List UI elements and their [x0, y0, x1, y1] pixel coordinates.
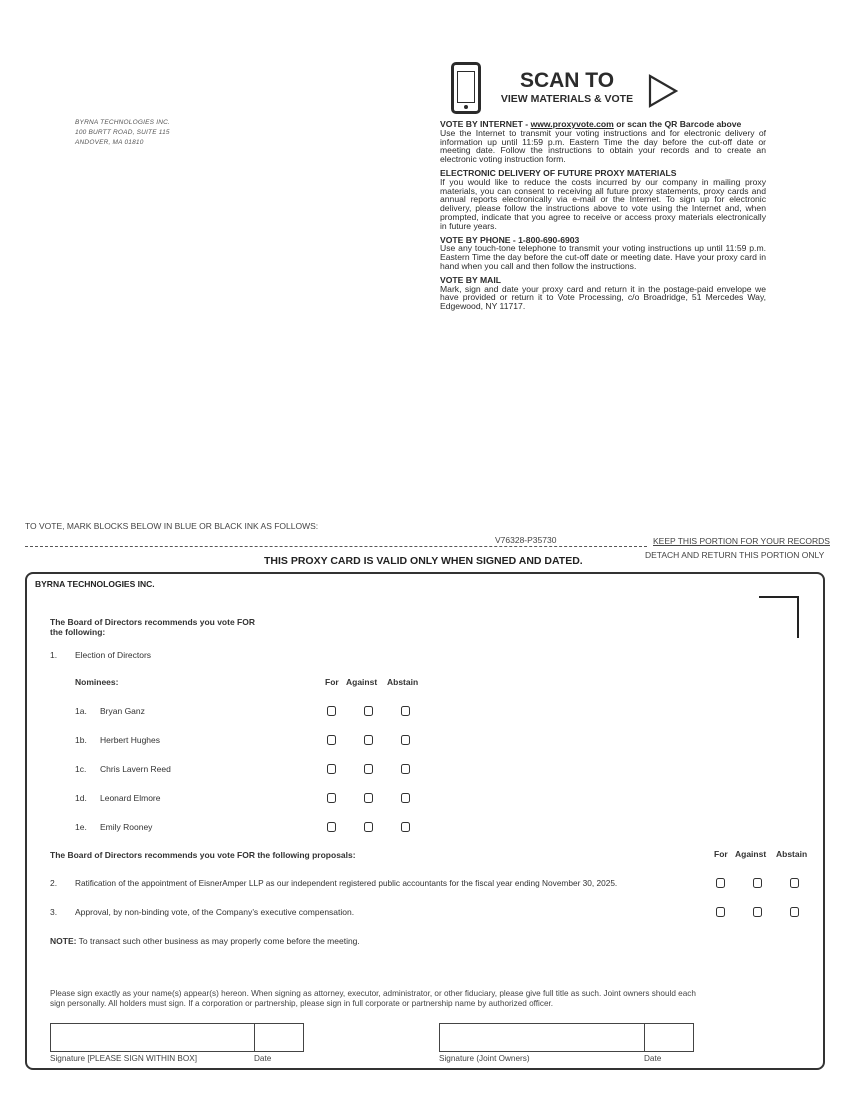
- column-against: Against: [735, 849, 767, 859]
- proxyvote-link[interactable]: www.proxyvote.com: [530, 119, 614, 129]
- vote-for-checkbox[interactable]: [327, 822, 336, 832]
- vote-against-checkbox[interactable]: [364, 764, 373, 774]
- nominee-name: Emily Rooney: [100, 822, 153, 832]
- detach-line: [25, 546, 647, 547]
- vote-against-checkbox[interactable]: [364, 822, 373, 832]
- column-against: Against: [346, 677, 378, 687]
- vote-against-checkbox[interactable]: [364, 793, 373, 803]
- proposal-text: Approval, by non-binding vote, of the Company’s executive compensation.: [75, 907, 355, 917]
- column-for: For: [714, 849, 728, 859]
- vote-for-checkbox[interactable]: [327, 706, 336, 716]
- joint-signature-box[interactable]: [439, 1023, 645, 1052]
- signature-box[interactable]: [50, 1023, 255, 1052]
- note-label: NOTE:: [50, 936, 77, 946]
- note-text: To transact such other business as may properly come before the meeting.: [76, 936, 360, 946]
- vote-abstain-checkbox[interactable]: [790, 878, 799, 888]
- vote-internet-body: Use the Internet to transmit your voting instructions and for electronic delivery of information up until 11:59 p.m. Eastern Time the day before the cut-off date or meeting date. Follow the instructions to obtain your records and to create an electronic voting instruction form.: [440, 127, 766, 165]
- nominee-number: 1b.: [75, 735, 87, 745]
- edelivery-body: If you would like to reduce the costs incurred by our company in mailing proxy materials, you can consent to receiving all future proxy statements, proxy cards and annual reports electronically via e-mail or the Internet. To sign up for electronic delivery, please follow the instructions above to vote using the Internet and, when prompted, indicate that you agree to receive or access proxy materials electronically in future years.: [440, 176, 766, 231]
- return-address-line: ANDOVER, MA 01810: [75, 139, 144, 146]
- return-address-line: BYRNA TECHNOLOGIES INC.: [75, 119, 171, 126]
- column-abstain: Abstain: [387, 677, 419, 687]
- proposal-text: Ratification of the appointment of EisnerAmper LLP as our independent registered public accountants for the fiscal year ending November 30, 2025.: [75, 878, 618, 888]
- vote-mail-heading: VOTE BY MAIL: [440, 274, 501, 285]
- column-abstain: Abstain: [776, 849, 808, 859]
- vote-abstain-checkbox[interactable]: [401, 735, 410, 745]
- smartphone-icon: [451, 62, 481, 114]
- vote-for-checkbox[interactable]: [327, 764, 336, 774]
- signature-label: Signature [PLEASE SIGN WITHIN BOX]: [50, 1054, 197, 1063]
- vote-abstain-checkbox[interactable]: [401, 793, 410, 803]
- vote-for-checkbox[interactable]: [327, 793, 336, 803]
- vote-abstain-checkbox[interactable]: [401, 706, 410, 716]
- recommendation-heading: The Board of Directors recommends you vote FOR: [50, 617, 255, 627]
- detach-portion-label: DETACH AND RETURN THIS PORTION ONLY: [645, 550, 825, 560]
- registration-corner-mark: [759, 596, 799, 638]
- joint-date-label: Date: [644, 1054, 662, 1063]
- item-number: 1.: [50, 650, 58, 660]
- keep-portion-label: KEEP THIS PORTION FOR YOUR RECORDS: [653, 536, 830, 546]
- vote-phone-body: Use any touch-tone telephone to transmit your voting instructions up until 11:59 p.m. Eastern Time the day before the cut-off date or meeting date. Have your proxy card in hand when you call and then follow the instructions.: [440, 243, 766, 271]
- signing-instructions: Please sign exactly as your name(s) appear(s) hereon. When signing as attorney, executor, administrator, or other fiduciary, please give full title as such. Joint owners should each sign personally. All holders must sign. If a corporation or partnership, please sign in full corporate or partnership name by authorized officer.: [50, 989, 696, 1008]
- nominee-number: 1a.: [75, 706, 87, 716]
- vote-for-checkbox[interactable]: [327, 735, 336, 745]
- nominee-name: Herbert Hughes: [100, 735, 161, 745]
- vote-against-checkbox[interactable]: [753, 907, 762, 917]
- valid-notice: THIS PROXY CARD IS VALID ONLY WHEN SIGNED AND DATED.: [264, 555, 583, 567]
- vote-against-checkbox[interactable]: [753, 878, 762, 888]
- to-vote-instruction: TO VOTE, MARK BLOCKS BELOW IN BLUE OR BLACK INK AS FOLLOWS:: [25, 521, 319, 531]
- vote-abstain-checkbox[interactable]: [790, 907, 799, 917]
- control-number: V76328-P35730: [495, 535, 557, 545]
- proposal-number: 2.: [50, 878, 58, 888]
- item-title: Election of Directors: [75, 650, 152, 660]
- voting-instructions: [440, 120, 766, 316]
- vote-abstain-checkbox[interactable]: [401, 764, 410, 774]
- recommendation-heading-cont: the following:: [50, 627, 106, 637]
- play-arrow-icon: [648, 74, 678, 108]
- vote-internet-title-suffix: or scan the QR Barcode above: [613, 119, 742, 129]
- nominee-number: 1e.: [75, 822, 87, 832]
- proposals-heading: The Board of Directors recommends you vote FOR the following proposals:: [50, 850, 356, 860]
- column-for: For: [325, 677, 339, 687]
- vote-for-checkbox[interactable]: [716, 878, 725, 888]
- return-address: [75, 118, 170, 148]
- scan-subtitle: VIEW MATERIALS & VOTE: [500, 93, 634, 105]
- nominee-name: Bryan Ganz: [100, 706, 145, 716]
- nominee-number: 1c.: [75, 764, 87, 774]
- scan-title: SCAN TO: [519, 69, 615, 92]
- joint-date-box[interactable]: [644, 1023, 694, 1052]
- proposal-number: 3.: [50, 907, 58, 917]
- edelivery-heading: ELECTRONIC DELIVERY OF FUTURE PROXY MATERIALS: [440, 167, 677, 178]
- vote-phone-heading: VOTE BY PHONE - 1-800-690-6903: [440, 234, 580, 245]
- vote-against-checkbox[interactable]: [364, 706, 373, 716]
- nominee-number: 1d.: [75, 793, 87, 803]
- card-company-name: BYRNA TECHNOLOGIES INC.: [35, 579, 155, 589]
- vote-internet-title: VOTE BY INTERNET -: [440, 119, 531, 129]
- vote-against-checkbox[interactable]: [364, 735, 373, 745]
- nominees-label: Nominees:: [75, 677, 119, 687]
- date-label: Date: [254, 1054, 272, 1063]
- return-address-line: 100 BURTT ROAD, SUITE 115: [75, 129, 170, 136]
- note: [50, 936, 360, 946]
- date-box[interactable]: [254, 1023, 304, 1052]
- nominee-name: Leonard Elmore: [100, 793, 161, 803]
- joint-signature-label: Signature (Joint Owners): [439, 1054, 530, 1063]
- vote-for-checkbox[interactable]: [716, 907, 725, 917]
- vote-abstain-checkbox[interactable]: [401, 822, 410, 832]
- nominee-name: Chris Lavern Reed: [100, 764, 171, 774]
- vote-mail-body: Mark, sign and date your proxy card and return it in the postage-paid envelope we have provided or return it to Vote Processing, c/o Broadridge, 51 Mercedes Way, Edgewood, NY 11717.: [440, 283, 766, 312]
